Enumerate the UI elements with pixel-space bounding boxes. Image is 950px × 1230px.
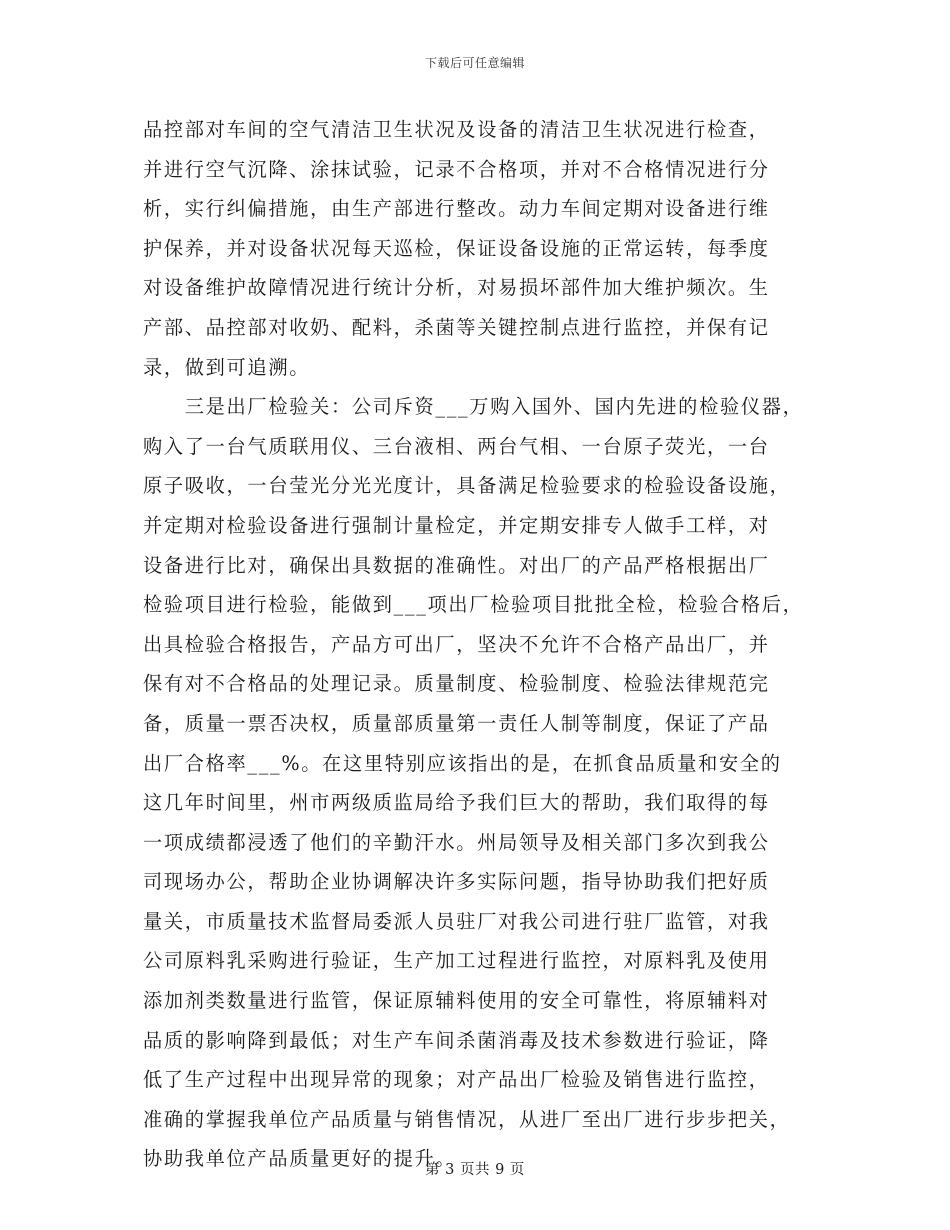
text-line: 出厂合格率___%。在这里特别应该指出的是，在抓食品质量和安全的 xyxy=(143,751,782,775)
text-line: 备，质量一票否决权，质量部质量第一责任人制等制度，保证了产品 xyxy=(143,711,770,735)
text-line: 协助我单位产品质量更好的提升。 xyxy=(143,1147,457,1171)
text-line: 析，实行纠偏措施，由生产部进行整改。动力车间定期对设备进行维 xyxy=(143,197,770,221)
text-line: 司现场办公，帮助企业协调解决许多实际问题，指导协助我们把好质 xyxy=(143,870,770,894)
text-line: 品控部对车间的空气清洁卫生状况及设备的清洁卫生状况进行检查， xyxy=(143,118,770,141)
text-line: 护保养，并对设备状况每天巡检，保证设备设施的正常运转，每季度 xyxy=(143,236,770,260)
text-line: 准确的掌握我单位产品质量与销售情况，从进厂至出厂进行步步把关， xyxy=(143,1107,791,1131)
text-line: 三是出厂检验关：公司斥资___万购入国外、国内先进的检验仪器， xyxy=(143,395,804,419)
text-line: 并进行空气沉降、涂抹试验，记录不合格项，并对不合格情况进行分 xyxy=(143,157,770,181)
text-line: 对设备维护故障情况进行统计分析，对易损坏部件加大维护频次。生 xyxy=(143,276,770,300)
text-line: 并定期对检验设备进行强制计量检定，并定期安排专人做手工样，对 xyxy=(143,513,770,537)
text-line: 检验项目进行检验，能做到___项出厂检验项目批批全检，检验合格后， xyxy=(143,593,804,617)
page-number-footer: 第 3 页共 9 页 xyxy=(425,1162,525,1178)
text-line: 公司原料乳采购进行验证，生产加工过程进行监控，对原料乳及使用 xyxy=(143,949,770,973)
text-line: 品质的影响降到最低；对生产车间杀菌消毒及技术参数进行验证，降 xyxy=(143,1028,770,1052)
text-line: 量关，市质量技术监督局委派人员驻厂对我公司进行驻厂监管，对我 xyxy=(143,909,770,933)
text-line: 添加剂类数量进行监管，保证原辅料使用的安全可靠性，将原辅料对 xyxy=(143,989,770,1013)
text-line: 购入了一台气质联用仪、三台液相、两台气相、一台原子荧光，一台 xyxy=(143,434,770,458)
document-body xyxy=(143,110,833,1179)
text-line: 设备进行比对，确保出具数据的准确性。对出厂的产品严格根据出厂 xyxy=(143,553,770,577)
text-line: 一项成绩都浸透了他们的辛勤汗水。州局领导及相关部门多次到我公 xyxy=(143,830,770,854)
page-header: 下载后可任意编辑 xyxy=(424,56,525,70)
text-line: 出具检验合格报告，产品方可出厂，坚决不允许不合格产品出厂，并 xyxy=(143,632,770,656)
text-line: 低了生产过程中出现异常的现象；对产品出厂检验及销售进行监控， xyxy=(143,1068,770,1092)
text-line: 产部、品控部对收奶、配料，杀菌等关键控制点进行监控，并保有记 xyxy=(143,315,770,339)
text-line: 这几年时间里，州市两级质监局给予我们巨大的帮助，我们取得的每 xyxy=(143,791,770,815)
text-line: 录，做到可追溯。 xyxy=(143,355,311,379)
text-line: 保有对不合格品的处理记录。质量制度、检验制度、检验法律规范完 xyxy=(143,672,770,696)
text-line: 原子吸收，一台莹光分光光度计，具备满足检验要求的检验设备设施， xyxy=(143,474,791,498)
